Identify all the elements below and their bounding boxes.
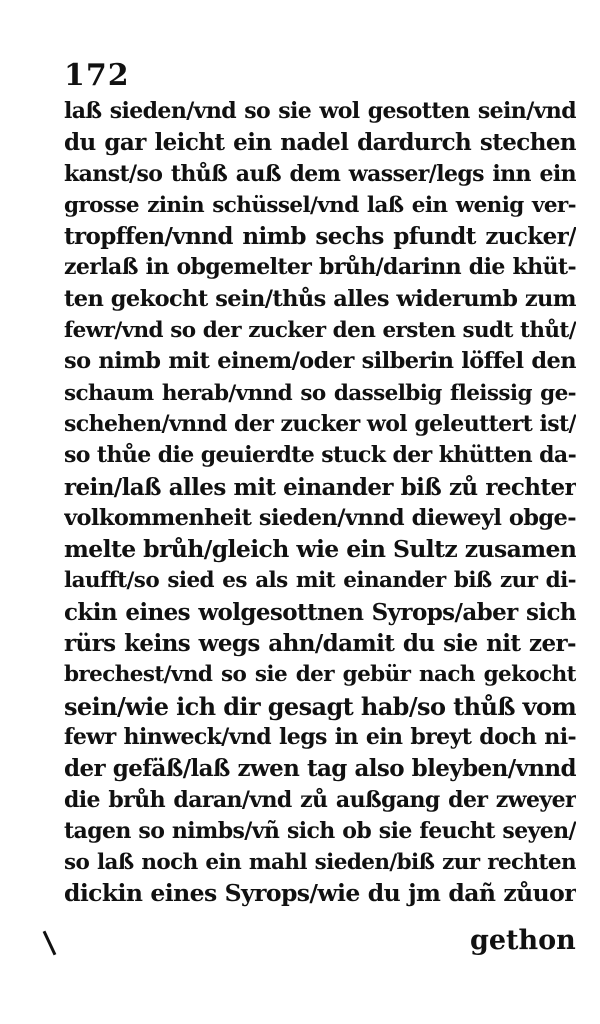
text-line: ckin eines wolgesottnen Syrops/aber sich bbox=[64, 598, 576, 626]
text-line: so nimb mit einem/oder silberin löffel den bbox=[64, 348, 576, 375]
text-line: fewr/vnd so der zucker den ersten sudt thůt/ bbox=[64, 318, 576, 344]
text-line: fewr hinweck/vnd legs in ein breyt doch ni- bbox=[64, 723, 576, 750]
text-line: sein/wie ich dir gesagt hab/so thůß vom bbox=[64, 691, 576, 721]
text-line: der gefäß/laß zwen tag also bleyben/vnnd bbox=[64, 755, 576, 783]
page-number: 172 bbox=[64, 58, 130, 93]
text-line: dickin eines Syrops/wie du jm dañ zůuor bbox=[64, 879, 576, 908]
text-line: rürs keins wegs ahn/damit du sie nit zer- bbox=[64, 630, 576, 658]
body-text bbox=[64, 96, 576, 910]
text-line: tagen so nimbs/vñ sich ob sie feucht seyen/ bbox=[64, 817, 576, 844]
text-line: schehen/vnnd der zucker wol geleuttert ist/ bbox=[64, 410, 576, 437]
text-line: tropffen/vnnd nimb sechs pfundt zucker/ bbox=[64, 223, 576, 251]
text-line: du gar leicht ein nadel dardurch stechen bbox=[64, 129, 576, 157]
text-line: laß sieden/vnd so sie wol gesotten sein/vnd bbox=[64, 98, 576, 124]
text-line: kanst/so thůß auß dem wasser/legs inn ein bbox=[64, 160, 576, 187]
margin-ink-mark bbox=[43, 931, 57, 956]
text-line: rein/laß alles mit einander biß zů rechter bbox=[64, 473, 576, 501]
text-line: brechest/vnd so sie der gebür nach gekocht bbox=[64, 662, 576, 688]
text-line: laufft/so sied es als mit einander biß zur di- bbox=[64, 568, 576, 594]
text-line: schaum herab/vnnd so dasselbig fleissig ge- bbox=[64, 380, 576, 406]
text-line: volkommenheit sieden/vnnd dieweyl obge- bbox=[64, 504, 576, 531]
text-line: zerlaß in obgemelter brůh/darinn die khüt- bbox=[64, 254, 576, 281]
text-line: so laß noch ein mahl sieden/biß zur rechten bbox=[64, 850, 576, 876]
text-line: melte brůh/gleich wie ein Sultz zusamen bbox=[64, 535, 576, 564]
text-line: die brůh daran/vnd zů außgang der zweyer bbox=[64, 786, 576, 813]
text-line: so thůe die geuierdte stuck der khütten da- bbox=[64, 442, 576, 469]
text-line: ten gekocht sein/thůs alles widerumb zum bbox=[64, 285, 576, 312]
catchword: gethon bbox=[470, 925, 576, 956]
text-line: grosse zinin schüssel/vnd laß ein wenig ver- bbox=[64, 192, 576, 218]
